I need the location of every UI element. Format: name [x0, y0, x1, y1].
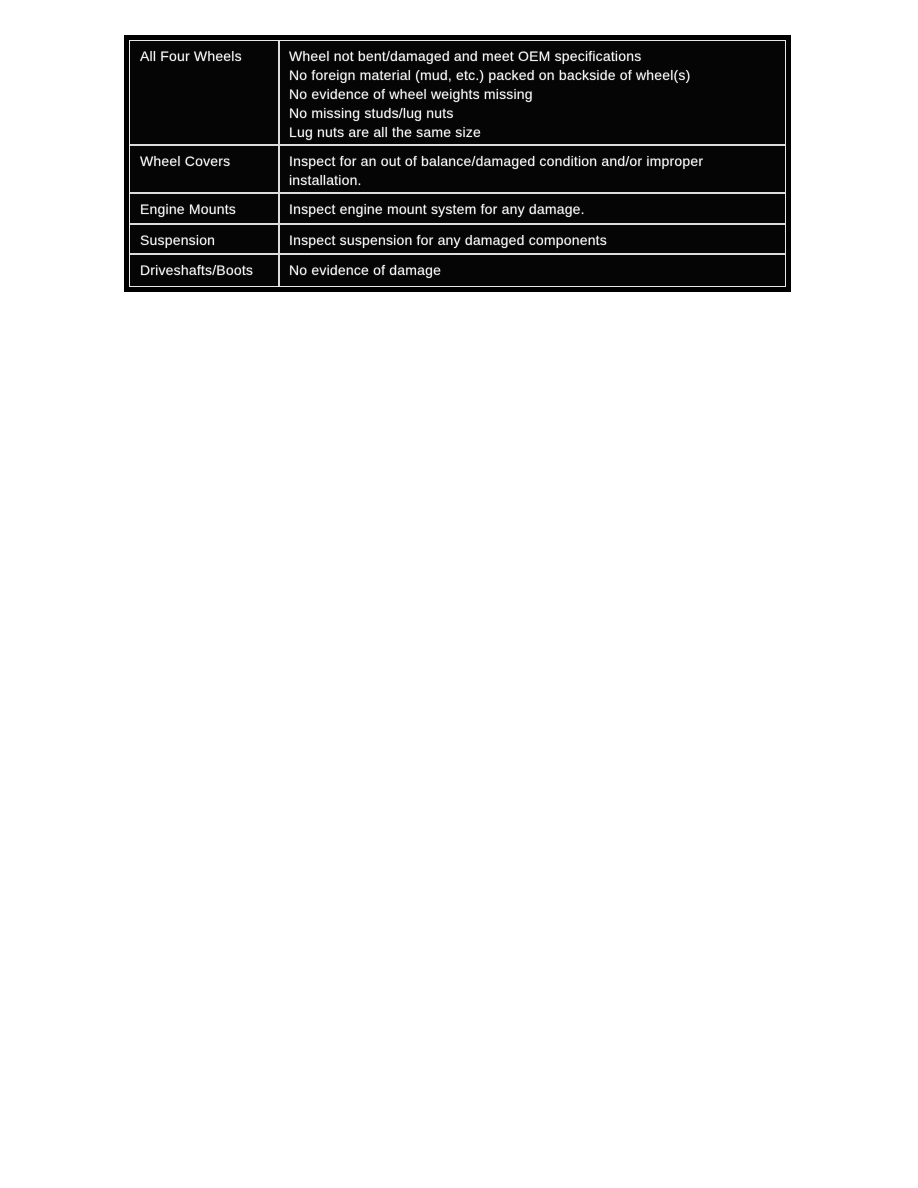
- item-label: All Four Wheels: [140, 48, 242, 64]
- criteria-line: No foreign material (mud, etc.) packed on backside of wheel(s): [289, 67, 691, 83]
- inspection-table: [124, 35, 791, 292]
- criteria-line: Wheel not bent/damaged and meet OEM specifications: [289, 48, 642, 64]
- criteria-line: Inspect suspension for any damaged components: [289, 231, 607, 248]
- criteria-cell: [280, 255, 785, 286]
- table-row-all-four-wheels: [130, 41, 785, 144]
- item-label: Wheel Covers: [140, 153, 231, 169]
- criteria-line: No evidence of wheel weights missing: [289, 86, 533, 102]
- table-row-driveshafts-boots: [130, 253, 785, 286]
- criteria-cell: [280, 194, 785, 223]
- criteria-cell: [280, 41, 785, 144]
- item-label: Engine Mounts: [140, 200, 236, 217]
- item-label: Driveshafts/Boots: [140, 262, 254, 278]
- item-cell: [130, 146, 280, 192]
- table-row-engine-mounts: [130, 192, 785, 223]
- item-cell: [130, 255, 280, 286]
- item-cell: [130, 194, 280, 223]
- criteria-line: No missing studs/lug nuts: [289, 105, 454, 121]
- table-row-suspension: [130, 223, 785, 253]
- item-label: Suspension: [140, 231, 216, 248]
- table-row-wheel-covers: [130, 144, 785, 192]
- criteria-line: Inspect for an out of balance/damaged condition and/or improper installation.: [289, 153, 704, 188]
- criteria-line: Lug nuts are all the same size: [289, 124, 481, 140]
- criteria-line: No evidence of damage: [289, 262, 442, 278]
- inspection-table-body: [129, 40, 786, 287]
- criteria-cell: [280, 225, 785, 253]
- item-cell: [130, 41, 280, 144]
- criteria-line: Inspect engine mount system for any damage.: [289, 200, 585, 217]
- criteria-cell: [280, 146, 785, 192]
- item-cell: [130, 225, 280, 253]
